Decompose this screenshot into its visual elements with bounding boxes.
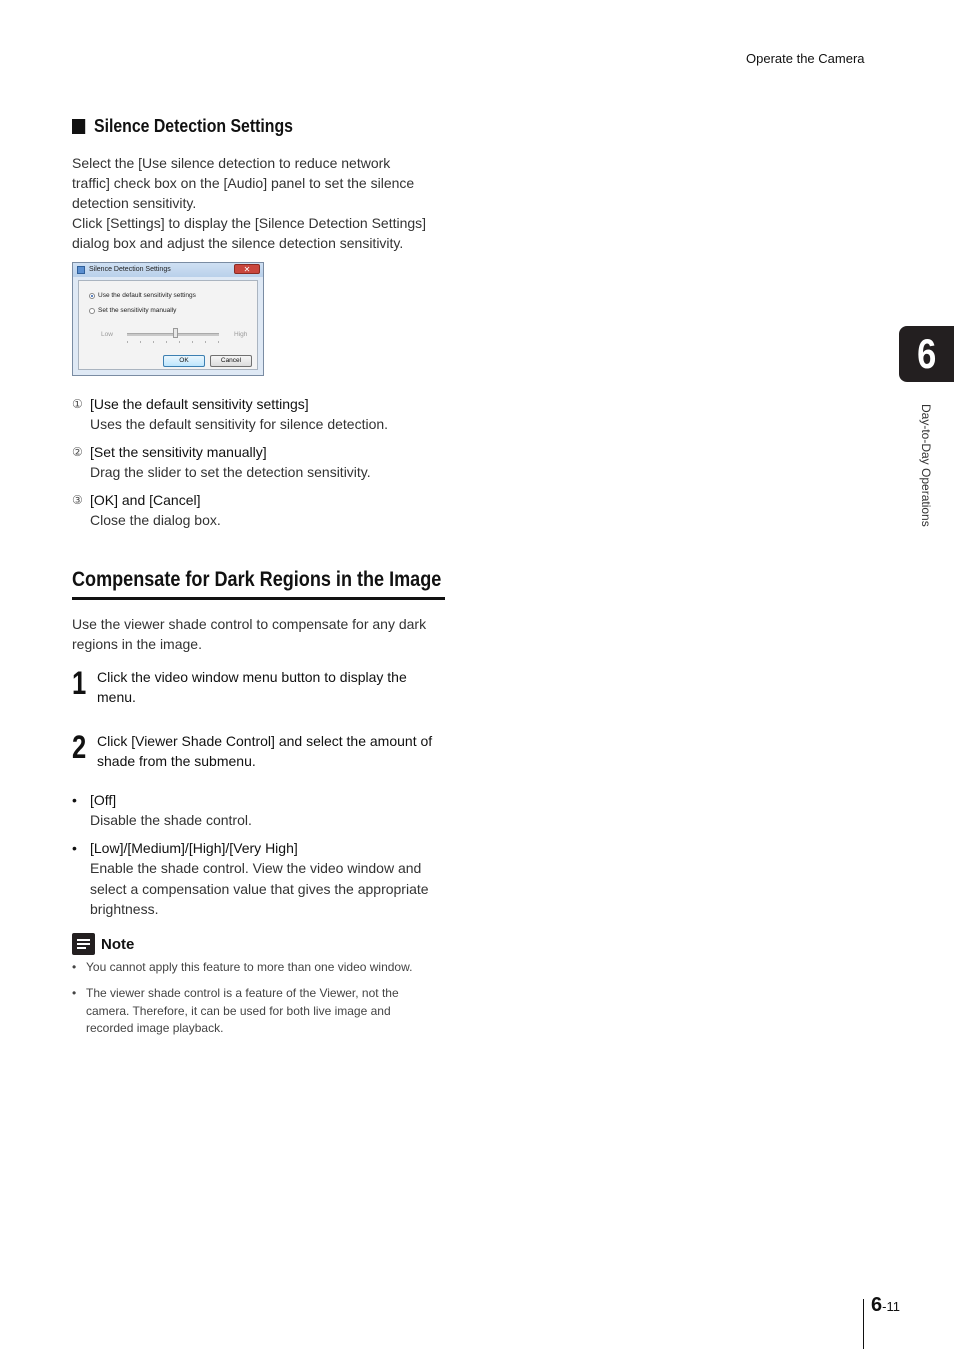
note-header [72,933,134,955]
silence-detection-dialog [72,262,264,376]
step-text [97,731,447,771]
section-heading-text: Silence Detection Settings [94,116,293,136]
radio-manual-settings[interactable] [89,307,176,314]
note-item [72,959,444,977]
section-heading-text: Compensate for Dark Regions in the Image [72,568,442,591]
note-label: Note [101,935,135,953]
item-number: ② [72,445,83,459]
para-line: Use the viewer shade control to compensate for any dark [72,616,427,632]
radio-label: Use the default sensitivity settings [98,292,196,299]
para-line: regions in the image. [72,636,202,652]
bullet-item [72,790,452,830]
step-number: 2 [72,729,87,765]
radio-unselected-icon[interactable] [89,308,95,314]
radio-selected-icon[interactable] [89,293,95,299]
item-description: Uses the default sensitivity for silence detection. [90,416,389,432]
item-title: [Set the sensitivity manually] [90,444,267,460]
para-line: dialog box and adjust the silence detection sensitivity. [72,235,404,251]
page-index: -11 [882,1299,900,1314]
note-bullet: • [72,960,77,974]
bullet-item [72,838,452,918]
radio-label: Set the sensitivity manually [98,307,177,314]
dialog-title-bar [73,263,263,277]
bullet-title: [Off] [90,792,117,808]
bullet-description [90,810,450,830]
item-description: Close the dialog box. [90,512,221,528]
item-number: ① [72,397,83,411]
step-1 [72,667,452,707]
para-line: detection sensitivity. [72,195,197,211]
list-item [72,442,452,482]
running-header: Operate the Camera [746,51,865,66]
step-line: menu. [97,689,136,705]
slider-high-label: High [234,331,248,338]
note-line: The viewer shade control is a feature of the Viewer, not the [86,986,399,1000]
radio-default-settings[interactable] [89,292,196,299]
list-item [72,490,452,530]
close-icon[interactable]: ✕ [234,264,260,274]
step-line: Click the video window menu button to display the [97,669,407,685]
step-2 [72,731,452,771]
page-number-rule [863,1299,864,1349]
bullet-title: [Low]/[Medium]/[High]/[Very High] [90,840,298,856]
bullet-line: Enable the shade control. View the video window and [90,860,422,876]
item-title: [Use the default sensitivity settings] [90,396,309,412]
slider-low-label: Low [101,331,113,338]
note-line: camera. Therefore, it can be used for both live image and [86,1003,391,1018]
step-line: shade from the submenu. [97,753,256,769]
bullet-dot: • [72,840,77,856]
slider-tick [140,341,141,343]
bullet-line: brightness. [90,901,159,917]
note-icon [72,933,95,955]
chapter-tab [899,326,954,382]
square-bullet-icon [72,119,85,134]
slider-tick [179,341,180,343]
item-description: Drag the slider to set the detection sensitivity. [90,464,371,480]
note-item [72,985,444,1039]
slider-tick [192,341,193,343]
note-line: You cannot apply this feature to more than one video window. [86,960,413,974]
note-text [86,985,444,1038]
section-heading-compensate [72,568,445,600]
page-number [871,1294,900,1317]
note-line: recorded image playback. [86,1021,224,1035]
bullet-description [90,858,450,920]
step-text [97,667,447,707]
slider-tick [166,341,167,343]
section1-paragraph [72,153,452,253]
dialog-title: Silence Detection Settings [89,266,171,273]
note-bullet: • [72,986,77,1000]
page-chapter: 6 [871,1294,883,1316]
note-text [86,959,444,977]
section2-paragraph [72,614,452,654]
cancel-button[interactable]: Cancel [210,355,252,367]
chapter-side-label: Day-to-Day Operations [919,404,933,527]
slider-tick [218,341,219,343]
para-line: traffic] check box on the [Audio] panel to set the silence [72,175,415,191]
bullet-line: select a compensation value that gives the appropriate [90,880,429,897]
list-item [72,394,452,434]
sensitivity-slider-thumb[interactable] [173,328,178,338]
bullet-dot: • [72,792,77,808]
app-icon [77,266,85,274]
step-line: Click [Viewer Shade Control] and select the amount of [97,733,433,749]
item-title: [OK] and [Cancel] [90,492,201,508]
slider-tick [127,341,128,343]
bullet-line: Disable the shade control. [90,812,252,828]
ok-button[interactable]: OK [163,355,205,367]
section-heading-silence [72,116,293,137]
dialog-body [78,280,258,370]
chapter-tab-number: 6 [916,330,937,377]
step-number: 1 [72,665,87,701]
slider-tick [205,341,206,343]
para-line: Click [Settings] to display the [Silence Detection Settings] [72,215,427,231]
item-number: ③ [72,493,83,507]
slider-tick [153,341,154,343]
para-line: Select the [Use silence detection to reduce network [72,155,391,171]
